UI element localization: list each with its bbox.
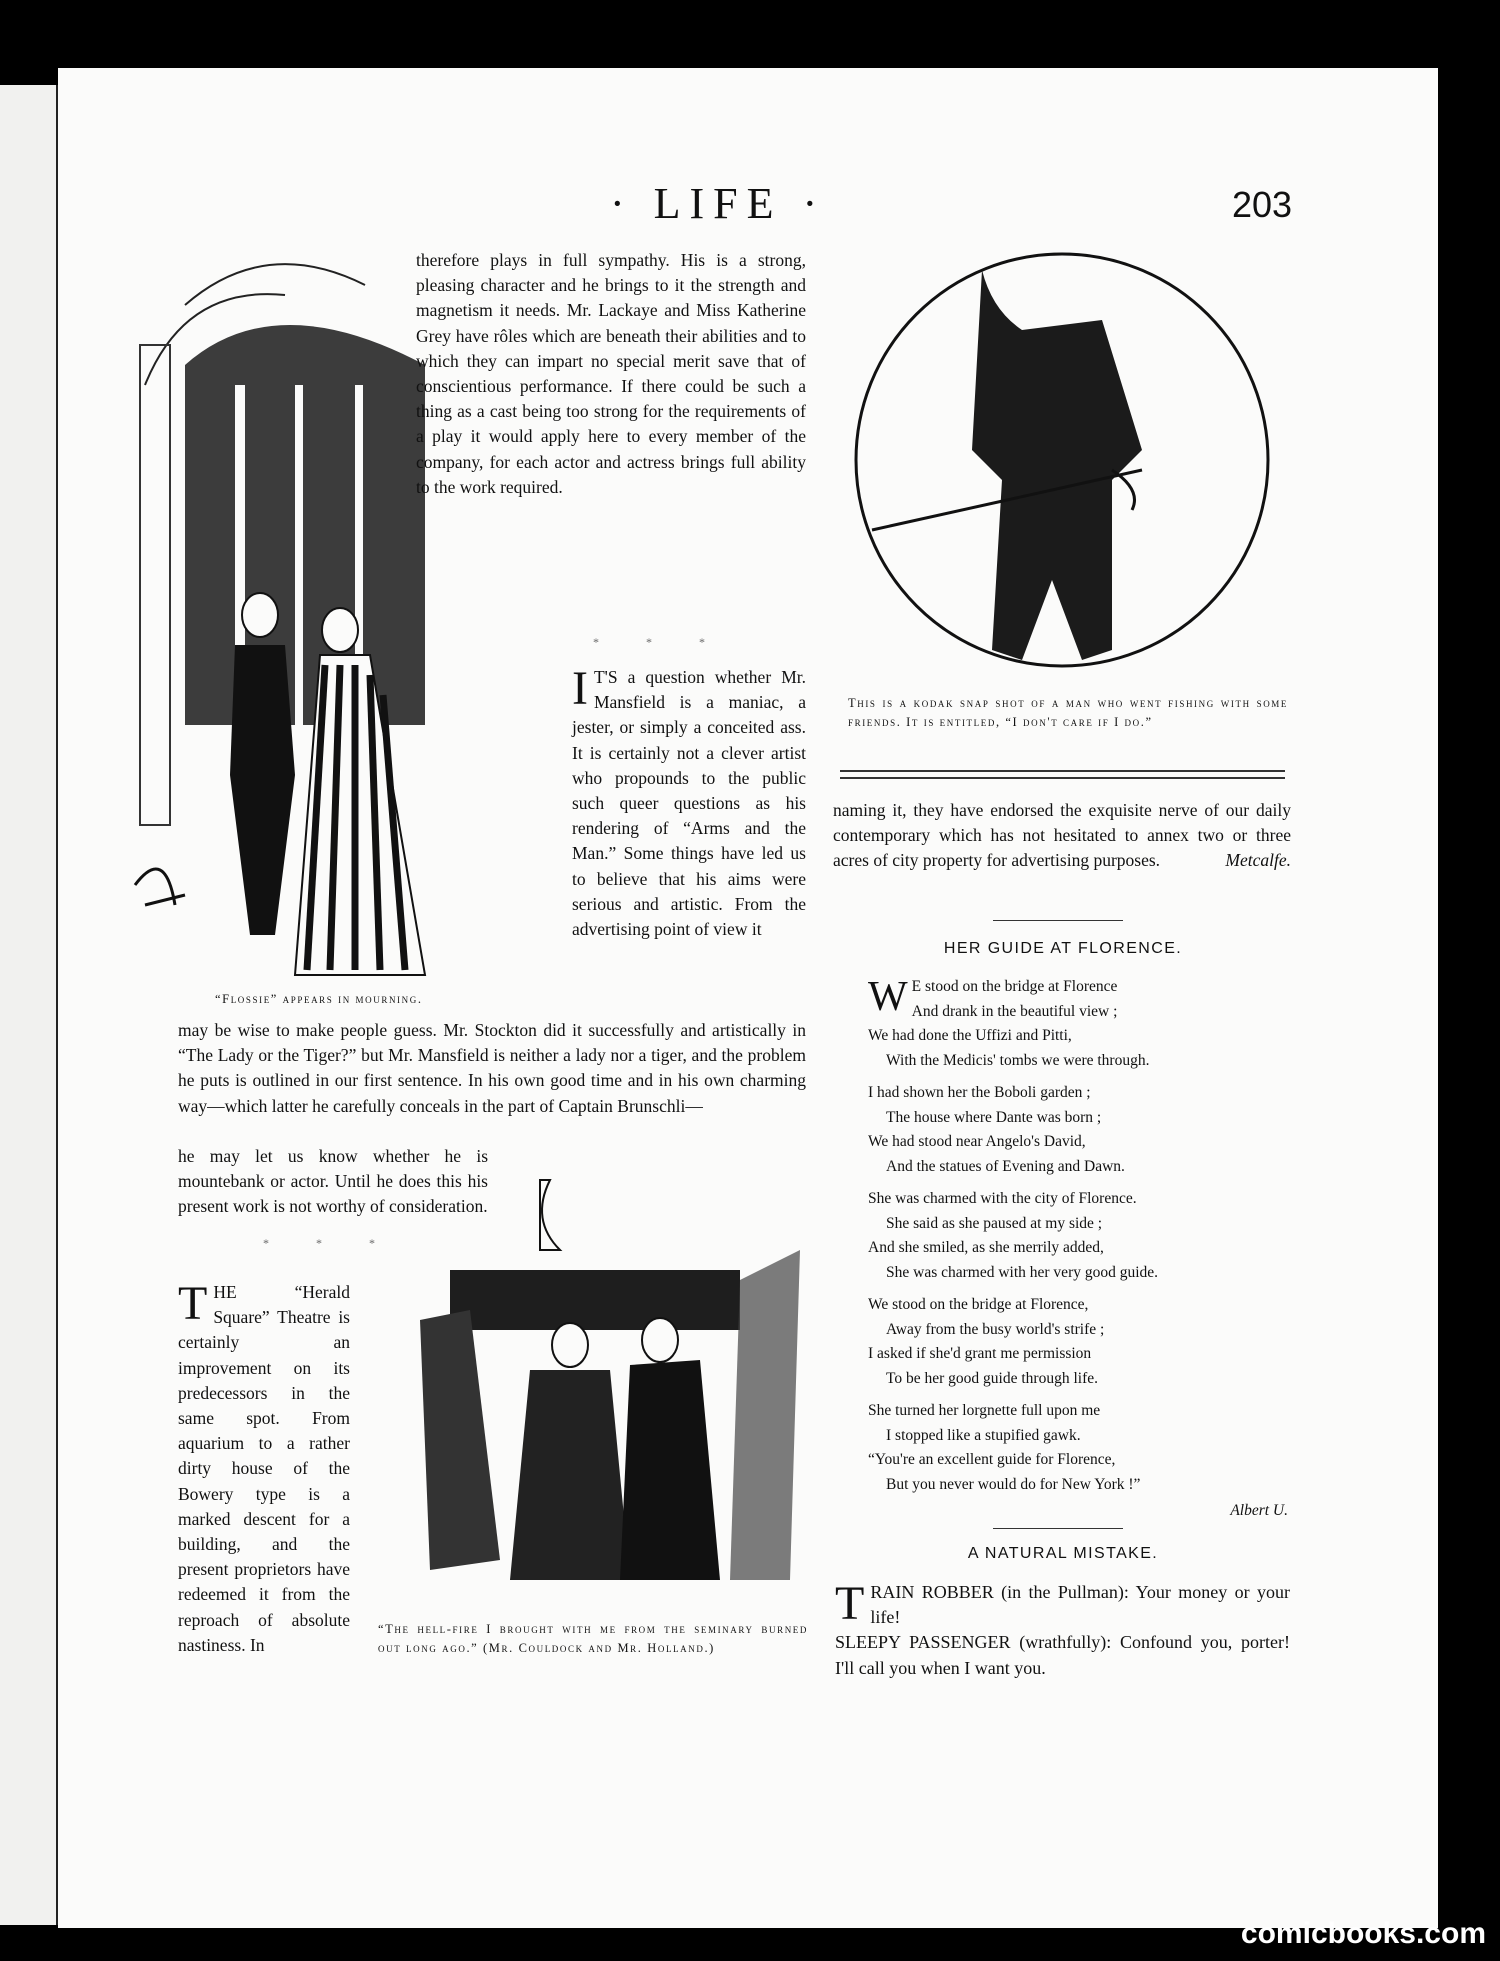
section-separator: * * * — [593, 635, 727, 649]
herald-text: HE “Herald Square” Theatre is certainly an improvement on its predecessors in the same spot. From aquarium to a rather dirty house of the Bowery type is a marked descent for a building, and the present proprietors have redeemed it from the reproach of absolute nastiness. In — [178, 1282, 350, 1655]
poem-stanza — [868, 975, 1288, 1073]
poem-line: We had done the Uffizi and Pitti, — [868, 1027, 1072, 1044]
poem-line: And the statues of Evening and Dawn. — [886, 1157, 1125, 1175]
left-page-edge — [0, 85, 59, 1925]
arms-paragraph: therefore plays in full sympathy. His is a strong, pleasing character and he brings to it the strength and magnetism it needs. Mr. Lackaye and Miss Katherine Grey have rôles which are beneath their abilities and to which they can impart no special merit save that of conscientious performance. If there could be such a thing as a cast being too strong for the requirements of a play it would apply here to every member of the company, for each actor and actress brings full ability to the work required. — [416, 250, 806, 497]
poem-line: To be her good guide through life. — [886, 1369, 1098, 1387]
mansfield-text: T'S a question whether Mr. Mansfield is a maniac, a jester, or simply a conceited ass. It is certainly not a clever artist who propounds to the public such queer questions as his rendering of “Arms and the Man.” Some things have led us to believe that his aims were serious and artistic. From the advertising point of view it — [572, 667, 806, 940]
watermark-text: comicbooks.com — [1240, 1917, 1486, 1950]
poem-stanza — [868, 1187, 1288, 1285]
hellfire-illustration — [410, 1160, 810, 1600]
hellfire-caption: “The hell-fire I brought with me from the seminary burned out long ago.” (Mr. Couldock and Mr. Holland.) — [378, 1622, 808, 1655]
mistake-title: A NATURAL MISTAKE. — [967, 1545, 1159, 1562]
article-arms-continued — [416, 248, 806, 500]
poem-line: And drank in the beautiful view ; — [911, 1002, 1118, 1020]
poem-stanza — [868, 1399, 1288, 1497]
poem-line: She was charmed with her very good guide. — [886, 1263, 1159, 1281]
poem-line: “You're an excellent guide for Florence, — [868, 1451, 1116, 1468]
herald-square-article — [178, 1277, 350, 1658]
poem-body — [868, 975, 1288, 1524]
poem-stanza — [868, 1293, 1288, 1391]
kodak-illustration — [852, 250, 1272, 670]
mansfield-end: he may let us know whether he is mountebank or actor. Until he does this his present work is not worthy of consideration. — [178, 1146, 488, 1217]
poem-line: E stood on the bridge at Florence — [911, 978, 1118, 995]
metcalfe-text: naming it, they have endorsed the exquisite nerve of our daily contemporary which has not hesitated to annex two or three acres of city property for advertising purposes. — [833, 800, 1291, 871]
mansfield-dropcap: I — [572, 662, 588, 715]
poem-line: She was charmed with the city of Florence. — [868, 1190, 1137, 1207]
metcalfe-signature: Metcalfe. — [1225, 850, 1291, 871]
poem-line: She said as she paused at my side ; — [886, 1214, 1103, 1232]
poem-line: With the Medicis' tombs we were through. — [886, 1051, 1150, 1069]
double-rule-top — [840, 770, 1285, 772]
poem-signature: Albert U. — [1230, 1502, 1288, 1519]
mansfield-article — [572, 662, 806, 942]
poem-line: Away from the busy world's strife ; — [886, 1320, 1105, 1338]
double-rule-bottom — [840, 777, 1285, 779]
mistake-line-passenger: SLEEPY PASSENGER (wrathfully): Confound you, porter! I'll call you when I want you. — [835, 1632, 1290, 1678]
flossie-caption: “Flossie” appears in mourning. — [215, 992, 423, 1006]
poem-line: We had stood near Angelo's David, — [868, 1133, 1086, 1150]
divider-rule-2 — [993, 1528, 1123, 1529]
herald-dropcap: T — [178, 1277, 208, 1330]
section-separator-2: * * * — [263, 1236, 397, 1250]
mansfield-continued: may be wise to make people guess. Mr. Stockton did it successfully and artistically in “The Lady or the Tiger?” but Mr. Mansfield is neither a lady nor a tiger, and the problem he puts is outlined in our first sentence. In his own good time and in his own charming way—which latter he carefully conceals in the part of Captain Brunschli— — [178, 1020, 806, 1116]
page-number: 203 — [1232, 184, 1293, 225]
poem-line: And she smiled, as she merrily added, — [868, 1239, 1104, 1256]
poem-stanza — [868, 1081, 1288, 1179]
poem-line: We stood on the bridge at Florence, — [868, 1296, 1089, 1313]
divider-rule — [993, 920, 1123, 921]
mistake-body — [835, 1577, 1290, 1681]
poem-line: I stopped like a stupified gawk. — [886, 1426, 1081, 1444]
poem-line: The house where Dante was born ; — [886, 1108, 1102, 1126]
mistake-line-robber: RAIN ROBBER (in the Pullman): Your money or your life! — [870, 1582, 1290, 1628]
poem-title: HER GUIDE AT FLORENCE. — [943, 940, 1183, 957]
poem-line: I asked if she'd grant me permission — [868, 1345, 1092, 1362]
metcalfe-paragraph — [833, 798, 1291, 874]
poem-line: She turned her lorgnette full upon me — [868, 1402, 1101, 1419]
poem-line: But you never would do for New York !” — [886, 1475, 1141, 1493]
poem-line: I had shown her the Boboli garden ; — [868, 1084, 1091, 1101]
mistake-dropcap: T — [835, 1577, 865, 1630]
masthead-title: · LIFE · — [610, 179, 827, 228]
kodak-caption: This is a kodak snap shot of a man who went fishing with some friends. It is entitled, “I don't care if I do.” — [848, 696, 1288, 729]
poem-dropcap: W — [868, 974, 908, 1020]
